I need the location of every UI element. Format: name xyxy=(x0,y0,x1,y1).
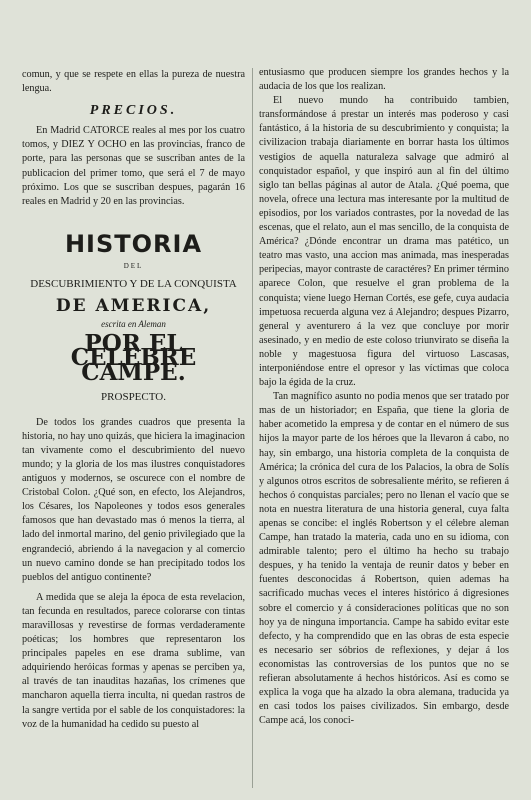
left-column xyxy=(22,68,245,788)
title-escrita: escrita en Aleman xyxy=(101,319,166,330)
title-del: DEL xyxy=(123,261,144,270)
right-column xyxy=(259,66,509,788)
intro-paragraph: comun, y que se respete en ellas la pureza de nuestra lengua. xyxy=(22,69,245,95)
column-divider xyxy=(252,68,253,788)
title-author: POR EL CELEBRE CAMPE. xyxy=(70,330,197,386)
precios-paragraph: En Madrid CATORCE reales al mes por los cuatro tomos, y DIEZ Y OCHO en las provincias, franco de porte, para las personas que se suscriban antes de la publicacion del primer tomo, que será el 7 de mayo próximo. Los que se suscriban despues, pagarán 16 reales en Madrid y 20 en las provincias. xyxy=(22,125,245,207)
body-paragraph: Tan magnífico asunto no podia menos que ser tratado por mas de un historiador; en España, que tiene la gloria de haber acometido la empresa y de contar en el número de sus hijos la mayor parte de los héroes que la llevaron á cabo, no hay, sin embargo, una historia completa de la conquista de América; la crónica del cura de los Palacios, la obra de Solís y algunos otros escritos de sobresaliente mérito, se refieren á hechos ó conquistas parciales; pero no llenan el vacío que se nota en nuestra literatura de una historia general, cuya falta apenas se concibe: el inglés Robertson y el célebre aleman Campe, han tratado la materia, cada uno en su idioma, con admirable talento; pero el último ha hecho su trabajo despues, y ha tenido la ventaja de reunir datos y beber en fuentes desconocidas á Robertson, quien ademas ha sacrificado muchas veces el interes histórico á digresiones sobre el comercio y á consideraciones políticas que no son hoy ya de ninguna importancia. Campe ha sabido evitar este defecto, y ha comprendido que en las obras de esta especie es necesario ser sóbrios de reflexiones, y dejar á los economistas las controversias de los puntos que no se refieran absolutamente á hechos históricos. Así es como se explica la voga que ha alzado la obra alemana, traducida ya en casi todos los paises civilizados. Sin embargo, desde Campe acá, los conoci- xyxy=(259,391,509,727)
main-title: HISTORIA xyxy=(64,229,203,258)
body-paragraph: El nuevo mundo ha contribuido tambien, transformándose á prestar un interés mas poderoso y casi fantástico, á la historia de su descubrimiento y conquista; la civilizacion trabaja diariamente en borrar hasta los últimos vestigios de aquella naturaleza salvage que admiró al conquistador español, y que inspiró aun al fin del último siglo tan bellas páginas al autor de Atala. ¿Qué poema, que novela, ofrece una lectura mas interesante por la multitud de episodios, por los variados contrastes, por la novedad de las escenas, que el relato, aun el mas sencillo, de la conquista de América? ¿Dónde encontrar un drama mas patético, un teatro mas vasto, una accion mas animada, mas inesperadas peripecias, mayor contraste de caractéres? En primer término aparece Colon, que resuelve el gran problema de la conquista; viene luego Hernan Cortés, ese gefe, cuya audacia impetuosa recuerda alguna vez á Alejandro; despues Pizarro, general y aventurero á la vez que concluye por morir asesinado, y en medio de este coloso triunvirato se diseña la noble y magestuosa figura del virtuoso Lascasas, interponiéndose entre el opresor y las víctimas que coloca bajo la égida de la cruz. xyxy=(259,95,509,389)
title-subtitle: DESCUBRIMIENTO Y DE LA CONQUISTA xyxy=(30,278,237,291)
title-america: DE AMERICA, xyxy=(55,296,212,317)
precios-heading: PRECIOS. xyxy=(89,103,178,119)
prospecto-heading: PROSPECTO. xyxy=(101,390,166,403)
body-paragraph: A medida que se aleja la época de esta revelacion, tan fecunda en resultados, parece colorarse con tintas maravillosas y revestirse de formas verdaderamente poéticas; los hombres que representaron los principales papeles en ese drama sublime, van adquiriendo heróicas formas y apenas se perciben ya, al través de tan inauditas hazañas, los crímenes que mancharon aquella tierra inculta, ni quedan rastros de la sangre vertida por el sable de los conquistadores: la voz de la humanidad ha cedido su puesto al xyxy=(22,591,245,730)
body-paragraph: entusiasmo que producen siempre los grandes hechos y la audacia de los que los realizan. xyxy=(259,67,509,93)
body-paragraph: De todos los grandes cuadros que presenta la historia, no hay uno quizás, que hiciera la imaginacion tan vivamente como el descubrimiento del nuevo mundo; y la gloria de los mas ilustres conquistadores antiguos y modernos, se oscurece con el nombre de Cristobal Colon. ¿Qué son, en efecto, los Alejandros, los Césares, los Napoleones y todos esos generales famosos que han devastado mas ó menos la tierra, al lado del inmortal marino, del genio privilegiado que la engrandeció, abriendo á la navegacion y al comercio un nuevo camino donde se han precipitado todos los pueblos del antiguo continente? xyxy=(22,416,245,583)
